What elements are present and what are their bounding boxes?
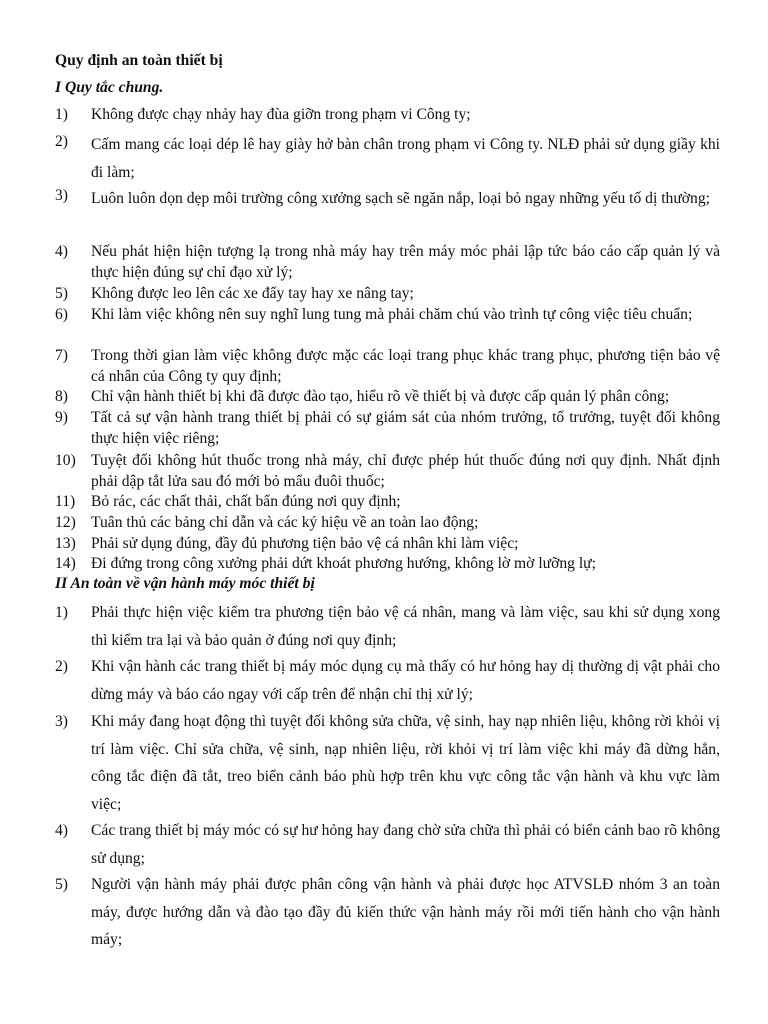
list-item-number: 2) [55, 133, 68, 150]
list-item-number: 14) [55, 555, 76, 572]
list-item-text: Luôn luôn dọn dẹp môi trường công xưởng sạch sẽ ngăn nắp, loại bỏ ngay những yếu tố dị thường; [91, 190, 710, 207]
list-item-text: Tuân thủ các bảng chỉ dẫn và các ký hiệu về an toàn lao động; [91, 514, 479, 531]
list-item-number: 1) [55, 106, 68, 123]
list-item-text: Nếu phát hiện hiện tượng lạ trong nhà máy hay trên máy móc phải lập tức báo cáo cấp quản lý và thực hiện đúng sự chỉ đạo xử lý; [91, 243, 720, 281]
list-item-text: Phải thực hiện việc kiểm tra phương tiện bảo vệ cá nhân, mang và làm việc, sau khi sử dụng xong thì kiểm tra lại và bảo quản ở đúng nơi quy định; [91, 604, 720, 649]
list-item-number: 10) [55, 452, 76, 469]
list-item-text: Chỉ vận hành thiết bị khi đã được đào tạo, hiểu rõ về thiết bị và được cấp quản lý phân công; [91, 388, 670, 405]
list-item-number: 8) [55, 388, 68, 405]
list-item-text: Tất cả sự vận hành trang thiết bị phải có sự giám sát của nhóm trưởng, tổ trưởng, tuyệt đối không thực hiện việc riêng; [91, 409, 720, 447]
list-item-text: Các trang thiết bị máy móc có sự hư hỏng hay đang chờ sửa chữa thì phải có biển cảnh bao rõ không sử dụng; [91, 822, 720, 867]
list-item-number: 3) [55, 713, 68, 730]
section-heading-machine-operation: II An toàn về vận hành máy móc thiết bị [55, 575, 315, 592]
list-item-text: Không được leo lên các xe đẩy tay hay xe nâng tay; [91, 285, 414, 302]
list-item-text: Không được chạy nhảy hay đùa giỡn trong phạm vi Công ty; [91, 106, 471, 123]
list-item-text: Bỏ rác, các chất thải, chất bẩn đúng nơi quy định; [91, 493, 401, 510]
list-item-number: 3) [55, 187, 68, 204]
list-item-number: 4) [55, 243, 68, 260]
list-item-text: Đi đứng trong công xưởng phải dứt khoát phương hướng, không lờ mờ lưỡng lự; [91, 555, 596, 572]
list-item-number: 7) [55, 347, 68, 364]
list-item-number: 2) [55, 658, 68, 675]
list-item-text: Người vận hành máy phải được phân công vận hành và phải được học ATVSLĐ nhóm 3 an toàn máy, được hướng dẫn và đào tạo đầy đủ kiến thức vận hành máy rồi mới tiến hành cho vận hành máy; [91, 876, 720, 948]
list-item-text: Tuyệt đối không hút thuốc trong nhà máy, chỉ được phép hút thuốc đúng nơi quy định. Nhất định phải dập tắt lửa sau đó mới bỏ mẩu đuôi thuốc; [91, 452, 720, 490]
list-item-number: 6) [55, 306, 68, 323]
list-item-number: 4) [55, 822, 68, 839]
list-item-text: Cấm mang các loại dép lê hay giày hở bàn chân trong phạm vi Công ty. NLĐ phải sử dụng giầy khi đi làm; [91, 136, 720, 181]
list-item-number: 12) [55, 514, 76, 531]
list-item-text: Khi máy đang hoạt động thì tuyệt đối không sửa chữa, vệ sinh, hay nạp nhiên liệu, không rời khỏi vị trí làm việc. Chỉ sửa chữa, vệ sinh, nạp nhiên liệu, rời khỏi vị trí làm việc khi máy đã dừng hẳn, công tắc điện đã tắt, treo biển cảnh báo phù hợp trên khu vực công tắc vận hành và khu vực làm việc; [91, 713, 720, 813]
list-item-text: Trong thời gian làm việc không được mặc các loại trang phục khác trang phục, phương tiện bảo vệ cá nhân của Công ty quy định; [91, 347, 720, 385]
list-item-number: 9) [55, 409, 68, 426]
list-item-number: 13) [55, 535, 76, 552]
list-item-text: Phải sử dụng đúng, đầy đủ phương tiện bảo vệ cá nhân khi làm việc; [91, 535, 519, 552]
list-item-number: 5) [55, 876, 68, 893]
document-title: Quy định an toàn thiết bị [55, 52, 223, 69]
section-heading-general-rules: I Quy tắc chung. [55, 79, 164, 96]
list-item-number: 1) [55, 604, 68, 621]
list-item-number: 5) [55, 285, 68, 302]
list-item-number: 11) [55, 493, 76, 510]
list-item-text: Khi vận hành các trang thiết bị máy móc dụng cụ mà thấy có hư hỏng hay dị thường dị vật phải cho dừng máy và báo cáo ngay với cấp trên để nhận chỉ thị xử lý; [91, 658, 720, 703]
list-item-text: Khi làm việc không nên suy nghĩ lung tung mà phải chăm chú vào trình tự công việc tiêu chuẩn; [91, 306, 693, 323]
